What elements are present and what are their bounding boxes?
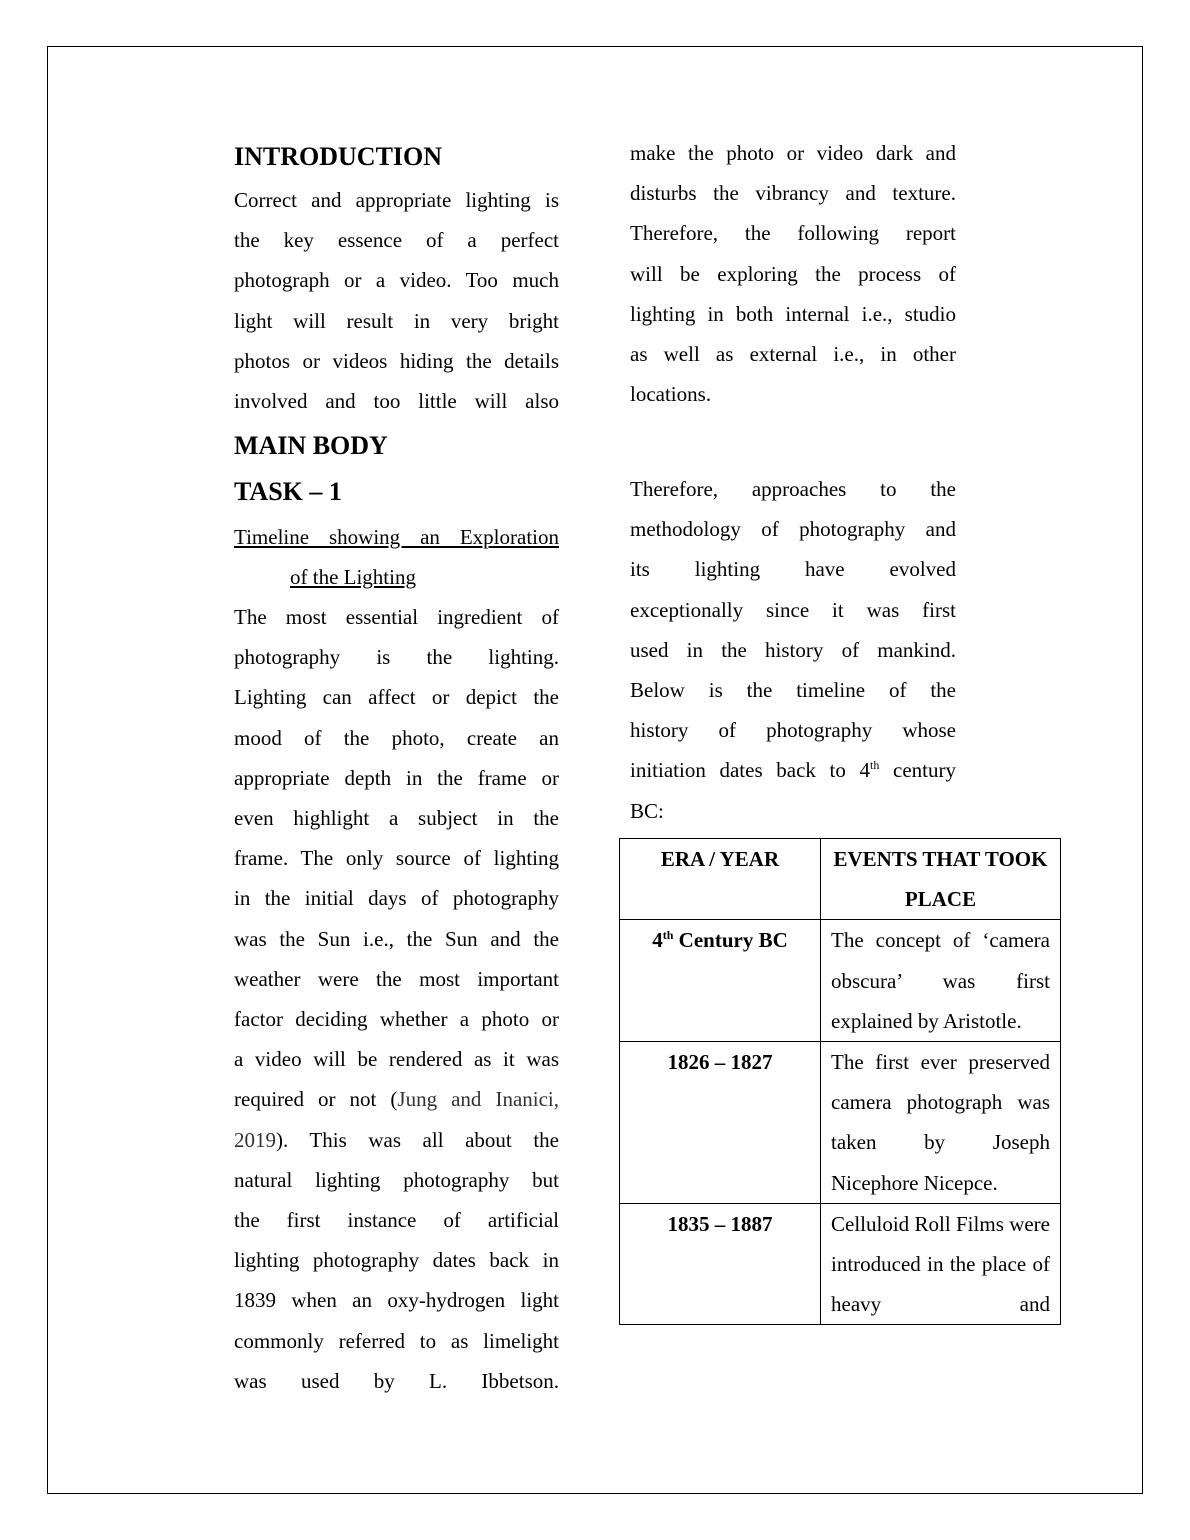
subtitle-line: Timeline showing an Exploration [234, 525, 559, 549]
text-line: Therefore, approaches to the [630, 477, 956, 501]
era-rest: Century BC [673, 928, 788, 953]
text-line: natural lighting photography but [234, 1167, 559, 1192]
text-line: even highlight a subject in the [234, 806, 559, 831]
text-line: lighting in both internal i.e., studio [630, 301, 956, 326]
text-line: BC: [630, 798, 664, 823]
superscript: th [662, 928, 674, 943]
main-left-paragraph [234, 597, 559, 1401]
text-line: will be exploring the process of [630, 261, 956, 286]
text-line: as well as external i.e., in other [630, 342, 956, 367]
text-line: history of photography whose [630, 718, 956, 743]
text-line: used in the history of mankind. [630, 637, 956, 662]
text-line: The most essential ingredient of [234, 605, 559, 629]
table-row [620, 1042, 1061, 1204]
timeline-table-wrapper [619, 838, 1062, 1392]
task-heading: TASK – 1 [234, 477, 342, 506]
superscript: th [870, 758, 880, 773]
text-line: was used by L. Ibbetson. [234, 1368, 559, 1393]
text-span: century [879, 758, 956, 783]
era-cell: 1835 – 1887 [620, 1203, 821, 1325]
text-span: required or not ( [234, 1087, 398, 1112]
text-line: weather were the most important [234, 966, 559, 991]
text-line: appropriate depth in the frame or [234, 765, 559, 790]
text-line: factor deciding whether a photo or [234, 1007, 559, 1032]
text-line: exceptionally since it was first [630, 597, 956, 622]
text-line: a video will be rendered as it was [234, 1047, 559, 1072]
text-line: photography is the lighting. [234, 645, 559, 670]
subtitle-line: of the Lighting [290, 565, 416, 590]
text-line: mood of the photo, create an [234, 725, 559, 750]
text-line: light will result in very bright [234, 308, 559, 333]
text-line: lighting photography dates back in [234, 1248, 559, 1273]
citation-year[interactable]: 2019 [234, 1127, 276, 1152]
text-line: commonly referred to as limelight [234, 1328, 559, 1353]
timeline-subtitle [234, 517, 559, 597]
text-line: disturbs the vibrancy and texture. [630, 181, 956, 206]
text-line: make the photo or video dark and [630, 141, 956, 165]
era-cell: 1826 – 1827 [620, 1042, 821, 1204]
header-era: ERA / YEAR [620, 839, 821, 920]
text-span: initiation dates back to 4 [630, 758, 871, 783]
text-line [630, 750, 956, 790]
intro-right-paragraph [630, 133, 956, 414]
text-line: its lighting have evolved [630, 557, 956, 582]
text-line: the first instance of artificial [234, 1208, 559, 1233]
timeline-table [619, 838, 1061, 1325]
era-number: 4 [652, 928, 663, 953]
header-events: EVENTS THAT TOOK PLACE [821, 839, 1061, 920]
text-line: Lighting can affect or depict the [234, 685, 559, 710]
text-line: Below is the timeline of the [630, 678, 956, 703]
text-line: photograph or a video. Too much [234, 268, 559, 293]
citation-line-2 [234, 1120, 559, 1160]
text-line: the key essence of a perfect [234, 228, 559, 253]
intro-heading: INTRODUCTION [234, 142, 443, 171]
era-cell [620, 920, 821, 1042]
intro-left-paragraph [234, 180, 559, 421]
text-line: frame. The only source of lighting [234, 846, 559, 871]
text-span: ). This was all about the [276, 1127, 559, 1152]
event-cell: The concept of ‘camera obscura’ was first explained by Aristotle. [821, 920, 1061, 1042]
text-line: 1839 when an oxy-hydrogen light [234, 1288, 559, 1313]
text-line: in the initial days of photography [234, 886, 559, 911]
text-line: photos or videos hiding the details [234, 348, 559, 373]
text-line: locations. [630, 382, 712, 407]
text-line: Therefore, the following report [630, 221, 956, 246]
main-right-paragraph [630, 469, 956, 831]
text-line: involved and too little will also [234, 389, 559, 414]
table-header-row [620, 839, 1061, 920]
citation-link[interactable]: Jung and Inanici, [397, 1087, 559, 1112]
text-line: was the Sun i.e., the Sun and the [234, 926, 559, 951]
table-row [620, 1203, 1061, 1325]
main-body-heading: MAIN BODY [234, 431, 388, 460]
table-row [620, 920, 1061, 1042]
text-line: Correct and appropriate lighting is [234, 188, 559, 212]
event-cell: Celluloid Roll Films were introduced in the place of heavy and [821, 1203, 1061, 1325]
citation-line-1 [234, 1079, 559, 1119]
event-cell: The first ever preserved camera photograph was taken by Joseph Nicephore Nicepce. [821, 1042, 1061, 1204]
text-line: methodology of photography and [630, 517, 956, 542]
